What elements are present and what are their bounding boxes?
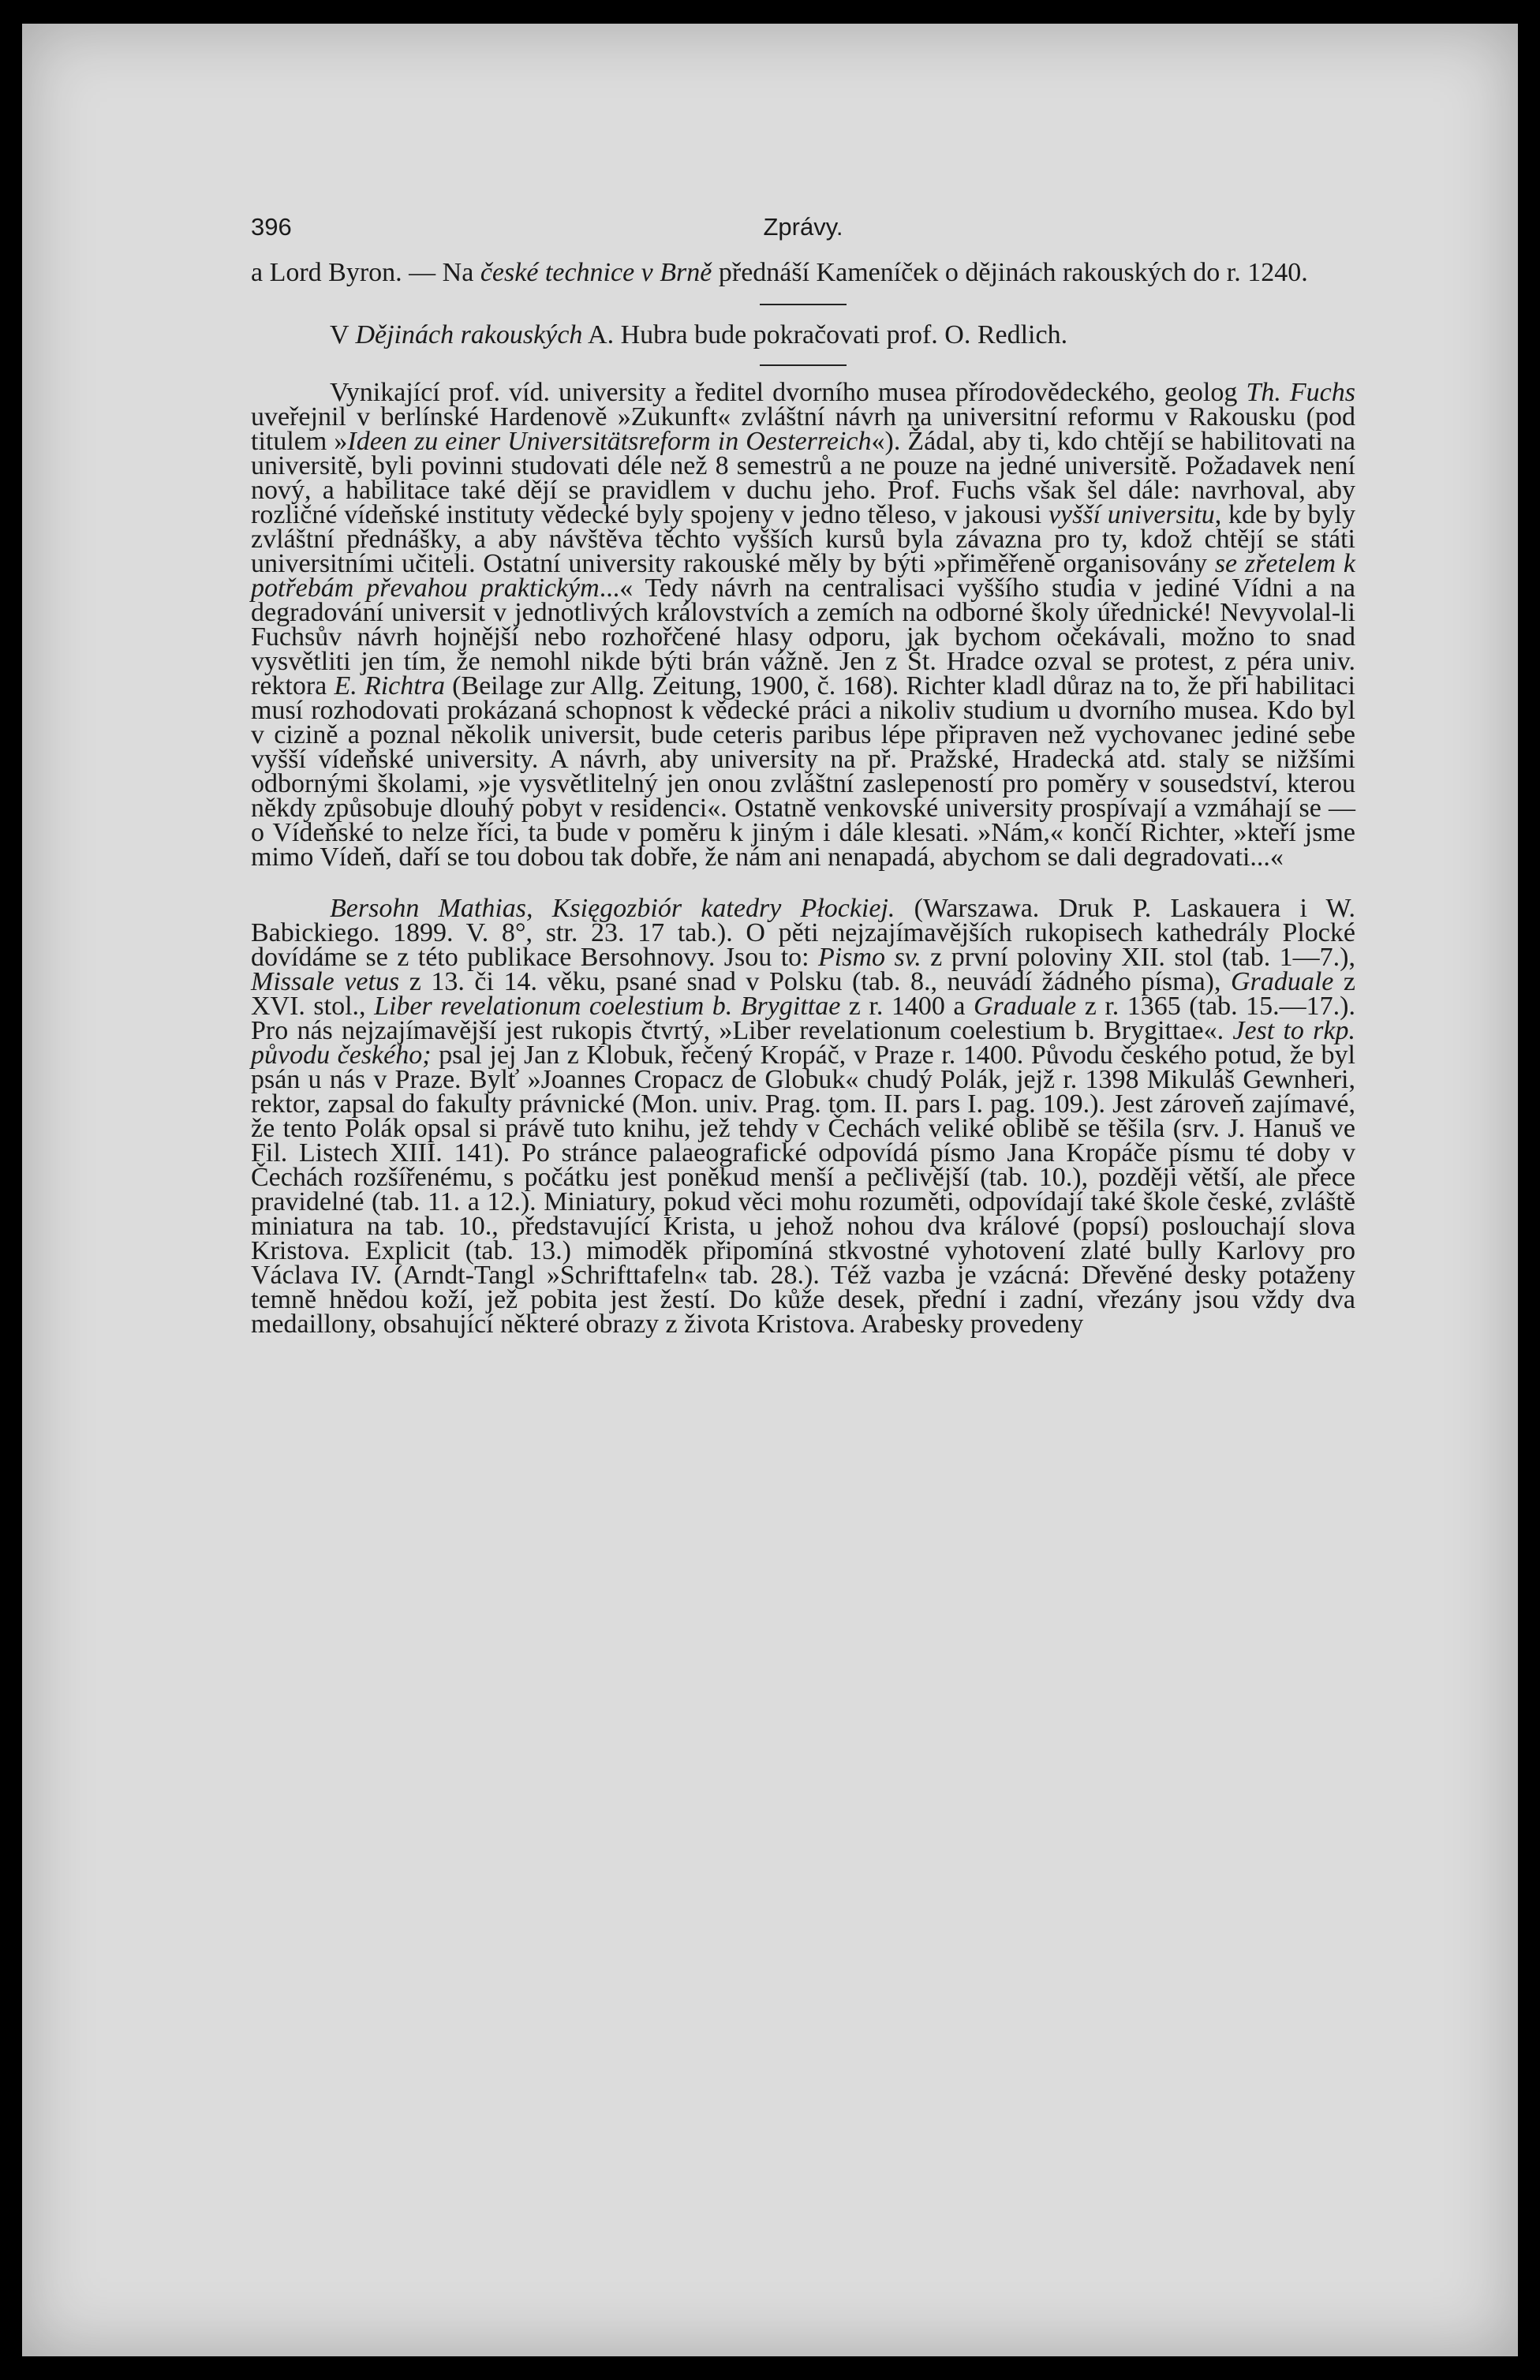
italic-run: Dějinách rakouských	[355, 320, 583, 349]
paragraph-redlich	[251, 320, 1355, 349]
text-run: A. Hubra bude pokračovati prof. O. Redlich.	[582, 320, 1068, 349]
text-run: V	[330, 320, 356, 349]
text-run: psal jej Jan z Klobuk, řečený Kropáč, v Praze r. 1400. Původu českého potud, že byl psán u nás v Praze. Bylť »Joannes Cropacz de Globuk« chudý Polák, jejž r. 1398 Mikuláš Gewnheri, rektor, zapsal do fakulty právnické (Mon. univ. Prag. tom. II. pars I. pag. 109.). Jest zároveň zajímavé, že tento Polák opsal si právě tuto knihu, jež tehdy v Čechách veliké oblibě se těšila (srv. J. Hanuš ve Fil. Listech XIII. 141). Po stránce palaeografické odpovídá písmo Jana Kropáče písmu té doby v Čechách rozšířenému, s počátku jest poněkud menší a pečlivější (tab. 10.), později větší, ale přece pravidelné (tab. 11. a 12.). Miniatury, pokud věci mohu rozuměti, odpovídají také škole české, zvláště miniatura na tab. 10., představující Krista, u jehož nohou dva králové (popsí) poslouchají slova Kristova. Explicit (tab. 13.) mimoděk připomíná stkvostné vyhotovení zlaté bully Karlovy pro Václava IV. (Arndt-Tangl »Schrifttafeln« tab. 28.). Též vazba je vzácná: Dřevěné desky potaženy temně hnědou koží, jež pobita jest žestí. Do kůže desek, přední i zadní, vřezány jsou vždy dva medaillony, obsahující některé obrazy z života Kristova. Arabesky provedeny	[251, 1041, 1355, 1339]
italic-run: vyšší universitu	[1048, 500, 1215, 529]
scanned-page	[22, 24, 1518, 2356]
text-run: z r. 1400 a	[840, 992, 974, 1021]
italic-run: E. Richtra	[334, 671, 445, 701]
paragraph-fuchs-reform	[251, 378, 1356, 872]
italic-run: Liber revelationum coelestium b. Brygittae	[374, 992, 841, 1021]
section-divider	[760, 364, 847, 366]
section-divider	[760, 304, 847, 305]
italic-run: Graduale	[1231, 967, 1334, 996]
italic-run: Th. Fuchs	[1246, 378, 1355, 407]
text-run: ...« Tedy návrh na centralisaci vyššího studia v jediné Vídni a na degradování universit v jednotlivých královstvích a zemích na odborné školy úřednické! Nevyvolal-li Fuchsův návrh hojnější nebo rozhořčené hlasy odporu, jak bychom očekávali, možno to snad vysvětliti jen tím, že nemohl nikde býti brán vážně. Jen z Št. Hradce ozval se protest, z péra univ. rektora	[251, 574, 1355, 701]
italic-run: Bersohn Mathias, Księgozbiór katedry Płockiej.	[330, 894, 895, 923]
text-run: (Beilage zur Allg. Zeitung, 1900, č. 168). Richter kladl důraz na to, že při habilitaci musí rozhodovati prokázaná schopnost k vědecké práci a nikoliv studium u dvorního musea. Kdo byl v cizině a poznal několik universit, bude ceteris paribus lépe připraven než vychovanec jediné sebe vyšší vídeňské university. A návrh, aby university na př. Pražské, Hradecká atd. staly se nižšími odbornými školami, »je vysvětlitelný jen onou zvláštní zaslepeností pro poměry v sousedství, kterou někdy způsobuje dlouhý pobyt v residenci«. Ostatně venkovské university prospívají a vzmáhají se — o Vídeňské to nelze říci, ta bude v poměru k jiným i dále klesati. »Nám,« končí Richter, »kteří jsme mimo Vídeň, daří se tou dobou tak dobře, že nám ani nenapadá, abychom se dali degradovati...«	[251, 671, 1355, 872]
text-column	[251, 213, 1356, 1339]
text-run: z 13. či 14. věku, psané snad v Polsku (tab. 8., neuvádí žádného písma),	[399, 967, 1232, 996]
text-run: z XVI. stol.,	[251, 967, 1356, 1021]
running-title: Zprávy.	[763, 213, 843, 241]
italic-run: Pismo sv.	[818, 943, 921, 972]
text-run: Vynikající prof. víd. university a ředitel dvorního musea přírodovědeckého, geolog	[330, 378, 1247, 407]
text-run: «). Žádal, aby ti, kdo chtějí se habilitovati na universitě, byli povinni studovati déle než 8 semestrů a ne pouze na jedné universitě. Požadavek není nový, a habilitace také dějí se pravidlem v duchu jeho. Prof. Fuchs však šel dále: navrhoval, aby rozličné vídeňské instituty vědecké byly spojeny v jedno těleso, v jakousi	[251, 427, 1355, 529]
text-run: a Lord Byron. — Na	[251, 258, 480, 287]
text-run: , kde by byly zvláštní přednášky, a aby návštěva těchto vyšších kursů byla závazna pro ty, kdož chtějí se státi universitními učiteli. Ostatní university rakouské měly by býti »přiměřeně organisovány	[251, 500, 1356, 578]
text-run: přednáší Kameníček o dějinách rakouských do r. 1240.	[712, 258, 1308, 287]
text-run: uveřejnil v berlínské Hardenově »Zukunft« zvláštní návrh na universitní reformu v Rakousku (pod titulem »	[251, 402, 1355, 456]
italic-run: Ideen zu einer Universitätsreform in Oesterreich	[347, 427, 872, 456]
page-number: 396	[251, 213, 292, 241]
italic-run: české technice v Brně	[480, 258, 712, 287]
text-run: (Warszawa. Druk P. Laskauera i W. Babickiego. 1899. V. 8°, str. 23. 17 tab.). O pěti nejzajímavějších rukopisech kathedrály Plocké dovídáme se z této publikace Bersohnovy. Jsou to:	[251, 894, 1355, 972]
text-run: z první poloviny XII. stol (tab. 1—7.),	[921, 943, 1355, 972]
text-run: z r. 1365 (tab. 15.—17.). Pro nás nejzajímavější jest rukopis čtvrtý, »Liber revelationum coelestium b. Brygittae«.	[251, 992, 1355, 1045]
paragraph-bersohn	[251, 894, 1356, 1339]
paragraph-byron	[251, 260, 1355, 285]
italic-run: se zřetelem k potřebám převahou praktickým	[251, 549, 1355, 603]
italic-run: Graduale	[973, 992, 1077, 1021]
paragraph-gap	[251, 869, 1355, 896]
italic-run: Jest to rkp. původu českého;	[251, 1016, 1355, 1070]
italic-run: Missale vetus	[251, 967, 400, 996]
page-header	[251, 213, 1355, 260]
